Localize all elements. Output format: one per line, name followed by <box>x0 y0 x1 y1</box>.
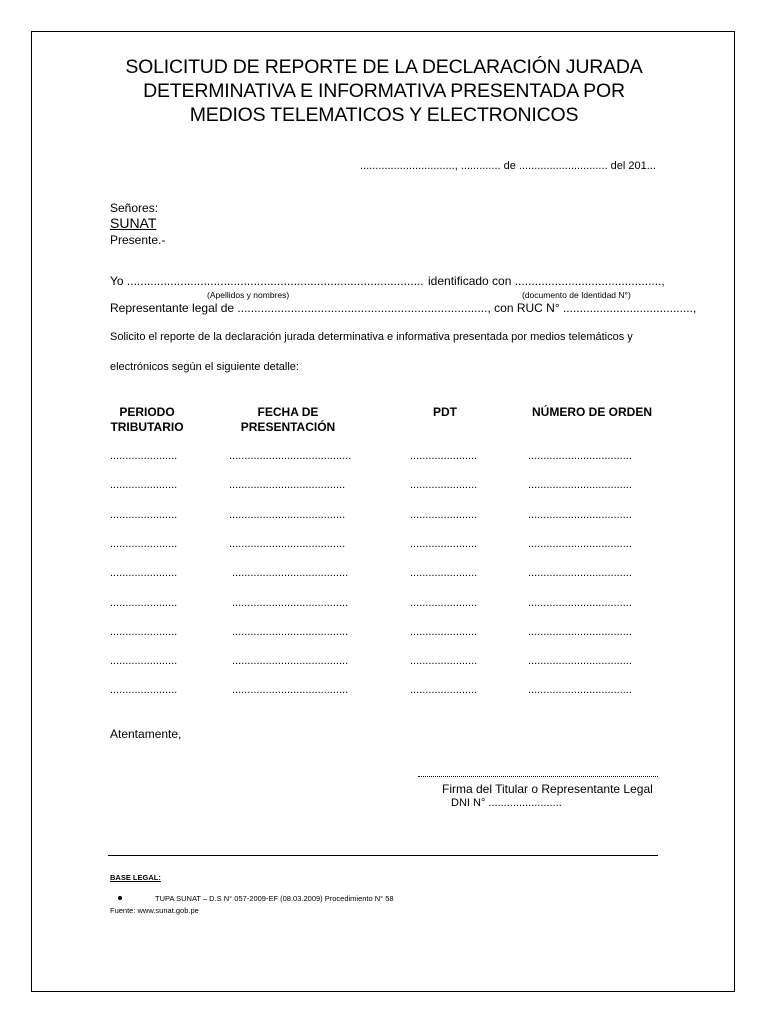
table-cell: .................................. <box>528 509 632 521</box>
table-cell: .................................. <box>528 479 632 491</box>
recipient-entity: SUNAT <box>110 215 157 231</box>
table-cell: ...................................... <box>232 655 349 667</box>
table-cell: ...................... <box>410 509 478 521</box>
closing: Atentamente, <box>110 727 182 741</box>
table-cell: ...................................... <box>229 479 346 491</box>
title-line: SOLICITUD DE REPORTE DE LA DECLARACIÓN JURADA <box>125 56 643 78</box>
table-cell: ...................... <box>410 684 478 696</box>
table-cell: ...................... <box>410 626 478 638</box>
table-cell: ...................... <box>410 597 478 609</box>
table-cell: ...................... <box>410 655 478 667</box>
header-pdt <box>420 405 470 420</box>
declarant-id-line: identificado con ............................................, <box>428 274 665 288</box>
representative-line: Representante legal de ..........................................................................., con RUC N° ......................................., <box>110 301 697 315</box>
bullet-icon <box>118 896 122 900</box>
table-cell: ...................... <box>110 479 178 491</box>
table-cell: ...................... <box>110 567 178 579</box>
date-line: ..............................., ............. de ............................. del 201... <box>360 160 656 172</box>
caption-names: (Apellidos y nombres) <box>207 290 290 300</box>
table-cell: ........................................ <box>229 450 352 462</box>
table-cell: ...................... <box>410 538 478 550</box>
table-cell: ...................................... <box>232 626 349 638</box>
table-cell: ...................... <box>110 626 178 638</box>
header-text: NÚMERO DE ORDEN <box>531 405 652 419</box>
table-cell: .................................. <box>528 567 632 579</box>
table-cell: ...................................... <box>229 538 346 550</box>
table-cell: ...................... <box>110 684 178 696</box>
title-line: MEDIOS TELEMATICOS Y ELECTRONICOS <box>189 104 579 126</box>
presente-label: Presente.- <box>110 233 166 247</box>
table-cell: ...................................... <box>232 684 349 696</box>
dni-line: DNI N° ........................ <box>451 797 562 809</box>
table-cell: ...................................... <box>232 597 349 609</box>
legal-heading: BASE LEGAL: <box>110 873 161 882</box>
header-text: PRESENTACIÓN <box>240 420 336 434</box>
header-text: PERIODO <box>119 405 175 419</box>
table-cell: ...................... <box>110 597 178 609</box>
greeting: Señores: <box>110 201 159 215</box>
table-cell: .................................. <box>528 626 632 638</box>
header-numero-orden <box>530 405 654 420</box>
table-cell: .................................. <box>528 684 632 696</box>
table-cell: .................................. <box>528 597 632 609</box>
table-cell: .................................. <box>528 655 632 667</box>
table-cell: ...................................... <box>229 509 346 521</box>
table-cell: ...................... <box>110 509 178 521</box>
table-cell: ...................... <box>410 479 478 491</box>
legal-item: TUPA SUNAT – D.S N° 057-2009-EF (08.03.2009) Procedimiento N° 58 <box>155 894 394 903</box>
header-text: FECHA DE <box>257 405 319 419</box>
table-cell: ...................... <box>410 567 478 579</box>
signature-line <box>418 776 658 777</box>
signature-label: Firma del Titular o Representante Legal <box>442 782 653 796</box>
caption-document: (documento de Identidad N°) <box>522 290 631 300</box>
table-cell: .................................. <box>528 450 632 462</box>
header-fecha <box>238 405 338 435</box>
table-cell: ...................... <box>110 450 178 462</box>
title-line: DETERMINATIVA E INFORMATIVA PRESENTADA POR <box>143 80 625 102</box>
header-text: PDT <box>433 405 457 419</box>
table-cell: ...................... <box>110 538 178 550</box>
request-text-line: electrónicos según el siguiente detalle: <box>110 361 299 373</box>
declarant-name-line: Yo ......................................................................................... <box>110 274 424 288</box>
header-periodo <box>102 405 192 435</box>
table-cell: ...................................... <box>232 567 349 579</box>
table-cell: ...................... <box>410 450 478 462</box>
table-cell: .................................. <box>528 538 632 550</box>
legal-source: Fuente: www.sunat.gob.pe <box>110 906 199 915</box>
footer-divider <box>108 855 658 856</box>
table-cell: ...................... <box>110 655 178 667</box>
header-text: TRIBUTARIO <box>110 420 184 434</box>
document-title <box>60 55 708 127</box>
request-text-line: Solicito el reporte de la declaración jurada determinativa e informativa presentada por medios telemáticos y <box>110 331 633 343</box>
